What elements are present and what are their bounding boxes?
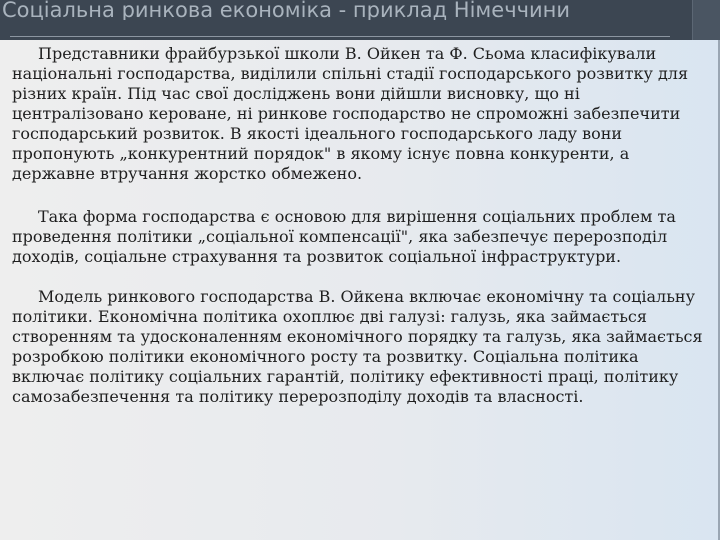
- body-text: [12, 44, 708, 427]
- title-rule: [10, 36, 670, 37]
- paragraph-1: Представники фрайбурзької школи В. Ойкен та Ф. Сьома класифікували національні господарства, виділили спільні стадії господарського розвитку для різних країн. Під час свої досліджень вони дійшли висновку, що ні централізовано кероване, ні ринкове господарство не спроможні забезпечити господарський розвиток. В якості ідеального господарського ладу вони пропонують „конкурентний порядок" в якому існує повна конкуренти, а державне втручання жорстко обмежено.: [12, 44, 689, 183]
- paragraph-3: Модель ринкового господарства В. Ойкена включає економічну та соціальну політики. Економічна політика охоплює дві галузі: галузь, яка займається створенням та удосконаленням економічного порядку та галузь, яка займається розробкою політики економічного росту та розвитку. Соціальна політика включає політику соціальних гарантій, політику ефективності праці, політику самозабезпечення та політику перерозподілу доходів та власності.: [12, 287, 703, 406]
- slide-title: Соціальна ринкова економіка - приклад Німеччини: [2, 0, 571, 20]
- paragraph-2: Така форма господарства є основою для вирішення соціальних проблем та проведення політики „соціальної компенсації", яка забезпечує перерозподіл доходів, соціальне страхування та розвиток соціальної інфраструктури.: [12, 207, 676, 266]
